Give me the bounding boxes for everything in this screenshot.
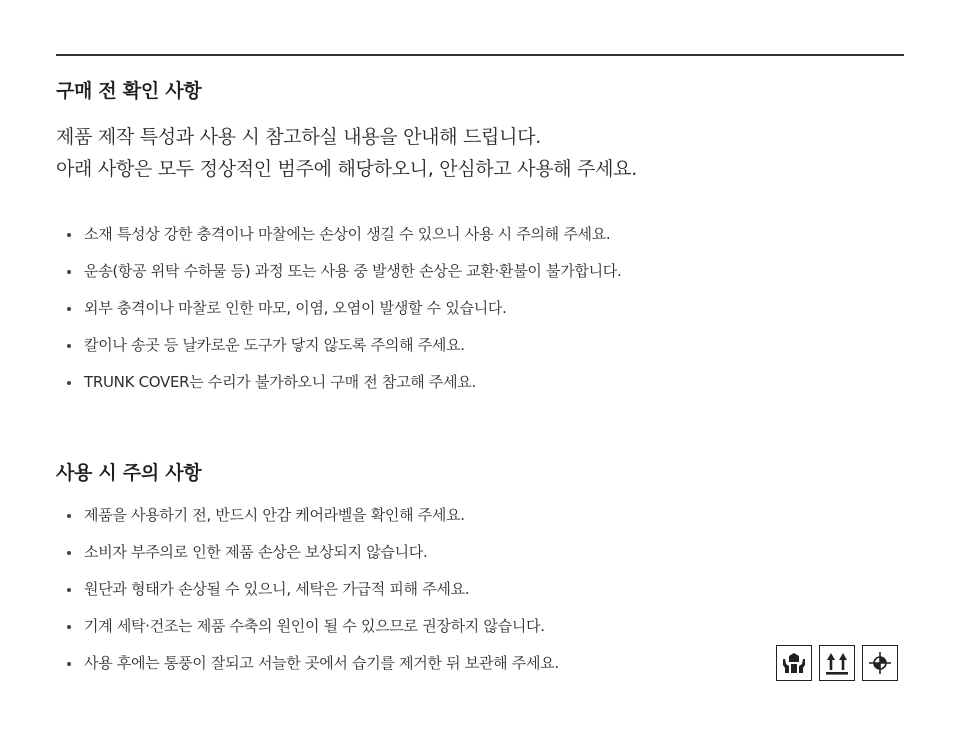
handling-symbols: [776, 645, 898, 681]
list-item: [56, 216, 621, 253]
list-item: [56, 327, 621, 364]
bullet-dot: [67, 625, 71, 629]
list-item-text: 소비자 부주의로 인한 제품 손상은 보상되지 않습니다.: [84, 543, 428, 561]
list-item: [56, 497, 559, 534]
bullet-dot: [67, 662, 71, 666]
list-item: [56, 253, 621, 290]
list-item-text: 칼이나 송곳 등 날카로운 도구가 닿지 않도록 주의해 주세요.: [84, 336, 465, 354]
top-divider: [56, 54, 904, 56]
list-item-text: 기계 세탁·건조는 제품 수축의 원인이 될 수 있으므로 권장하지 않습니다.: [84, 617, 545, 635]
usage-caution-list: [56, 497, 559, 682]
bullet-dot: [67, 588, 71, 592]
bullet-dot: [67, 381, 71, 385]
list-item-text: 제품을 사용하기 전, 반드시 안감 케어라벨을 확인해 주세요.: [84, 506, 465, 524]
list-item-text: TRUNK COVER는 수리가 불가하오니 구매 전 참고해 주세요.: [84, 373, 476, 391]
list-item: [56, 608, 559, 645]
bullet-dot: [67, 307, 71, 311]
list-item: [56, 290, 621, 327]
list-item: [56, 571, 559, 608]
this-side-up-icon: [819, 645, 855, 681]
bullet-dot: [67, 551, 71, 555]
list-item-text: 소재 특성상 강한 충격이나 마찰에는 손상이 생길 수 있으니 사용 시 주의해 주세요.: [84, 225, 611, 243]
list-item: [56, 364, 621, 401]
list-item-text: 원단과 형태가 손상될 수 있으니, 세탁은 가급적 피해 주세요.: [84, 580, 470, 598]
list-item-text: 사용 후에는 통풍이 잘되고 서늘한 곳에서 습기를 제거한 뒤 보관해 주세요.: [84, 654, 559, 672]
bullet-dot: [67, 270, 71, 274]
intro-text: [56, 121, 637, 185]
list-item-text: 운송(항공 위탁 수하물 등) 과정 또는 사용 중 발생한 손상은 교환·환불이 불가합니다.: [84, 262, 622, 280]
intro-line-1: 제품 제작 특성과 사용 시 참고하실 내용을 안내해 드립니다.: [56, 126, 541, 148]
section-title-usage-caution: 사용 시 주의 사항: [56, 462, 202, 484]
bullet-dot: [67, 514, 71, 518]
list-item-text: 외부 충격이나 마찰로 인한 마모, 이염, 오염이 발생할 수 있습니다.: [84, 299, 507, 317]
list-item: [56, 645, 559, 682]
intro-line-2: 아래 사항은 모두 정상적인 범주에 해당하오니, 안심하고 사용해 주세요.: [56, 158, 637, 180]
before-purchase-list: [56, 216, 621, 401]
section-title-before-purchase: 구매 전 확인 사항: [56, 80, 202, 102]
bullet-dot: [67, 233, 71, 237]
bullet-dot: [67, 344, 71, 348]
center-of-gravity-icon: [862, 645, 898, 681]
list-item: [56, 534, 559, 571]
handle-with-care-icon: [776, 645, 812, 681]
